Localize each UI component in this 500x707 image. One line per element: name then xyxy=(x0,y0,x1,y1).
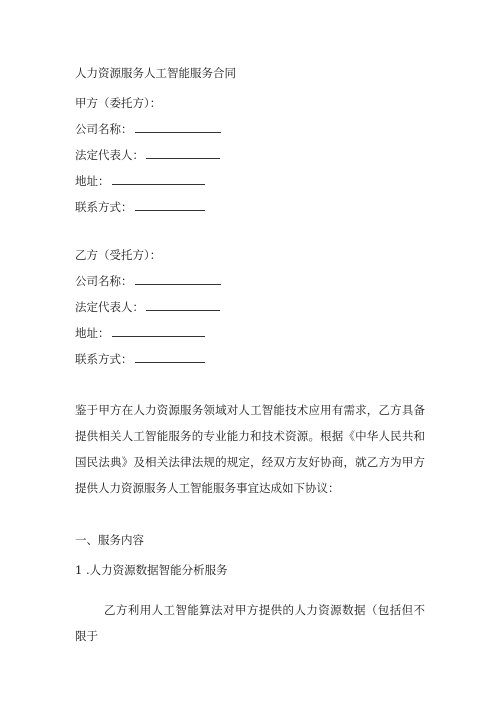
party-b-contact-label: 联系方式： xyxy=(75,352,133,366)
party-b-heading: 乙方（受托方）： xyxy=(75,248,162,262)
item-1-title: 1 .人力资源数据智能分析服务 xyxy=(75,563,228,577)
party-a-contact-blank xyxy=(135,200,205,211)
party-a-contact-field xyxy=(75,200,205,214)
party-b-address-label: 地址： xyxy=(75,326,110,340)
party-a-company-field xyxy=(75,122,221,136)
party-a-contact-label: 联系方式： xyxy=(75,200,133,214)
party-b-company-field xyxy=(75,274,221,288)
party-b-legal-rep-label: 法定代表人： xyxy=(75,300,144,314)
party-a-legal-rep-blank xyxy=(146,148,220,159)
party-b-company-blank xyxy=(135,274,221,285)
section-1-heading: 一、服务内容 xyxy=(75,533,144,547)
contract-title: 人力资源服务人工智能服务合同 xyxy=(75,66,236,80)
party-b-company-label: 公司名称： xyxy=(75,274,133,288)
party-a-legal-rep-field xyxy=(75,148,220,162)
party-b-legal-rep-blank xyxy=(146,300,220,311)
party-a-legal-rep-label: 法定代表人： xyxy=(75,148,144,162)
party-a-address-label: 地址： xyxy=(75,174,110,188)
preamble-paragraph: 鉴于甲方在人力资源服务领域对人工智能技术应用有需求，乙方具备提供相关人工智能服务的专业能力和技术资源。根据《中华人民共和国民法典》及相关法律法规的规定，经双方友好协商，就乙方为甲方提供人力资源服务人工智能服务事宜达成如下协议： xyxy=(75,403,425,495)
party-a-address-blank xyxy=(112,174,205,185)
party-a-address-field xyxy=(75,174,205,188)
party-b-contact-field xyxy=(75,352,205,366)
item-1-body: 乙方利用人工智能算法对甲方提供的人力资源数据（包括但不限于 xyxy=(75,603,425,643)
party-b-contact-blank xyxy=(135,352,205,363)
party-b-legal-rep-field xyxy=(75,300,220,314)
party-b-address-blank xyxy=(112,326,205,337)
party-a-company-blank xyxy=(135,122,221,133)
party-a-company-label: 公司名称： xyxy=(75,122,133,136)
party-a-heading: 甲方（委托方）： xyxy=(75,96,162,110)
party-b-address-field xyxy=(75,326,205,340)
